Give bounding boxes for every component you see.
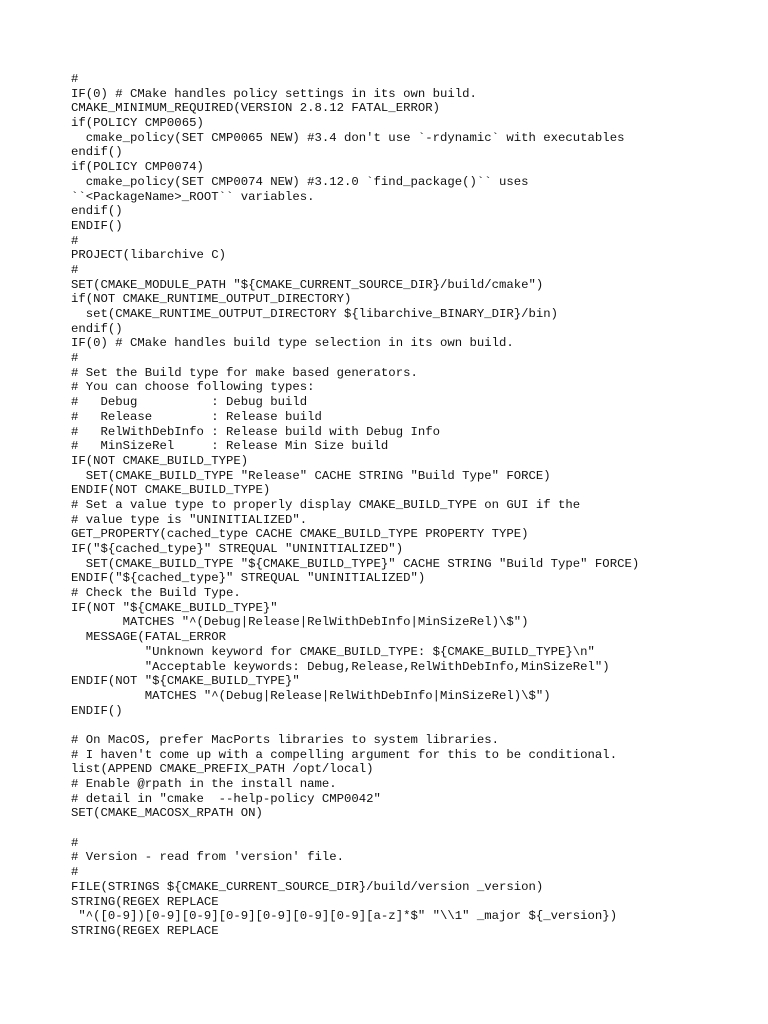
code-line: PROJECT(libarchive C) <box>71 248 226 263</box>
code-line: # Set the Build type for make based generators. <box>71 365 418 380</box>
code-line: list(APPEND CMAKE_PREFIX_PATH /opt/local) <box>71 762 374 777</box>
code-line: # <box>71 72 79 86</box>
code-line: # Debug : Debug build <box>71 395 308 410</box>
code-line: IF(NOT "${CMAKE_BUILD_TYPE}" <box>71 600 278 615</box>
code-line: MESSAGE(FATAL_ERROR <box>71 630 226 645</box>
code-line: ENDIF(NOT "${CMAKE_BUILD_TYPE}" <box>71 674 300 689</box>
code-line: if(POLICY CMP0065) <box>71 116 204 131</box>
code-line: if(NOT CMAKE_RUNTIME_OUTPUT_DIRECTORY) <box>71 292 352 307</box>
code-line: set(CMAKE_RUNTIME_OUTPUT_DIRECTORY ${libarchive_BINARY_DIR}/bin) <box>71 307 559 321</box>
code-line: IF("${cached_type}" STREQUAL "UNINITIALIZED") <box>71 542 404 556</box>
code-line: # I haven't come up with a compelling argument for this to be conditional. <box>71 747 618 762</box>
code-line: MATCHES "^(Debug|Release|RelWithDebInfo|MinSizeRel)\$") <box>71 615 529 630</box>
code-line: # <box>71 262 79 277</box>
code-line: SET(CMAKE_MODULE_PATH "${CMAKE_CURRENT_SOURCE_DIR}/build/cmake") <box>71 277 544 292</box>
code-line: GET_PROPERTY(cached_type CACHE CMAKE_BUILD_TYPE PROPERTY TYPE) <box>71 527 529 542</box>
code-line: SET(CMAKE_BUILD_TYPE "Release" CACHE STRING "Build Type" FORCE) <box>71 468 551 483</box>
code-line: # On MacOS, prefer MacPorts libraries to system libraries. <box>71 732 500 747</box>
code-line: # detail in "cmake --help-policy CMP0042" <box>71 791 381 806</box>
code-line: IF(0) # CMake handles policy settings in its own build. <box>71 86 477 101</box>
code-line: # Set a value type to properly display CMAKE_BUILD_TYPE on GUI if the <box>71 497 581 512</box>
code-line: "^([0-9])[0-9][0-9][0-9][0-9][0-9][0-9][a-z]*$" "\\1" _major ${_version}) <box>71 909 618 924</box>
code-line: # <box>71 865 79 880</box>
code-line: # Release : Release build <box>71 409 322 424</box>
code-line: STRING(REGEX REPLACE <box>71 923 219 938</box>
code-line: endif() <box>71 321 123 336</box>
code-line: # <box>71 233 79 248</box>
code-line: "Unknown keyword for CMAKE_BUILD_TYPE: ${CMAKE_BUILD_TYPE}\n" <box>71 644 595 659</box>
code-line: # RelWithDebInfo : Release build with Debug Info <box>71 424 440 439</box>
code-line: IF(0) # CMake handles build type selection in its own build. <box>71 336 514 351</box>
code-line: # Version - read from 'version' file. <box>71 850 345 865</box>
code-line: STRING(REGEX REPLACE <box>71 894 219 909</box>
document-page <box>71 72 761 939</box>
code-line: ENDIF() <box>71 703 123 718</box>
code-line: if(POLICY CMP0074) <box>71 160 204 175</box>
code-line: FILE(STRINGS ${CMAKE_CURRENT_SOURCE_DIR}/build/version _version) <box>71 879 544 894</box>
code-line: cmake_policy(SET CMP0065 NEW) #3.4 don't use `-rdynamic` with executables <box>71 130 625 145</box>
code-line: "Acceptable keywords: Debug,Release,RelWithDebInfo,MinSizeRel") <box>71 659 610 674</box>
code-line: # value type is "UNINITIALIZED". <box>71 512 308 527</box>
code-line: ENDIF(NOT CMAKE_BUILD_TYPE) <box>71 483 271 498</box>
code-line: endif() <box>71 145 123 160</box>
code-line: endif() <box>71 204 123 219</box>
code-line: # Check the Build Type. <box>71 586 241 601</box>
code-line: # Enable @rpath in the install name. <box>71 777 337 791</box>
code-line <box>71 718 761 733</box>
code-line: ENDIF("${cached_type}" STREQUAL "UNINITIALIZED") <box>71 571 426 586</box>
code-line: # MinSizeRel : Release Min Size build <box>71 439 389 454</box>
code-line: SET(CMAKE_BUILD_TYPE "${CMAKE_BUILD_TYPE}" CACHE STRING "Build Type" FORCE) <box>71 556 640 571</box>
code-line: cmake_policy(SET CMP0074 NEW) #3.12.0 `find_package()`` uses <box>71 174 529 189</box>
code-line: ENDIF() <box>71 218 123 233</box>
code-line: SET(CMAKE_MACOSX_RPATH ON) <box>71 806 263 821</box>
code-line: IF(NOT CMAKE_BUILD_TYPE) <box>71 453 249 468</box>
code-line: CMAKE_MINIMUM_REQUIRED(VERSION 2.8.12 FATAL_ERROR) <box>71 101 440 116</box>
code-line: # <box>71 835 79 850</box>
code-line: # <box>71 351 79 366</box>
code-line: # You can choose following types: <box>71 380 315 395</box>
code-line: ``<PackageName>_ROOT`` variables. <box>71 189 315 204</box>
code-block <box>71 72 761 939</box>
code-line: MATCHES "^(Debug|Release|RelWithDebInfo|MinSizeRel)\$") <box>71 688 551 703</box>
code-line <box>71 821 761 836</box>
